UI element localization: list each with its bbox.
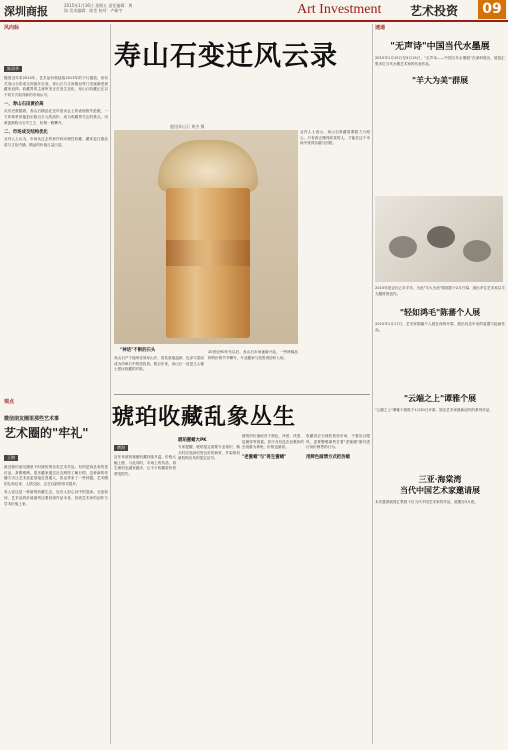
amber-col-1 [114,434,176,746]
right-headline-5b: 当代中国艺术家邀请展 [400,484,480,495]
left-sub-2: 二、市场成交结构优化 [4,130,48,136]
right-text-3: 2015年1月17日，艺术家陈蕃个人展在深圳开幕，展出其近年来的装置与绘画作品。 [375,322,505,332]
amber-text-2: 专家提醒，琥珀鉴定需要专业知识，购买时应选择信誉良好的商家，并索取权威机构出具的鉴定证书。 [178,445,240,461]
right-text-2: 2015年是农历乙未羊年，为此"羊大为美"群展将于2月开幕，展出多位艺术家以羊为题材的创作。 [375,286,505,296]
left-headline: 艺术圈的"牢礼" [4,426,89,440]
newspaper-logo: 深圳商报 [4,5,48,18]
kicker-trend: 风向标 [4,25,20,31]
goat-figure-3 [463,240,491,262]
right-column-top [375,24,505,194]
byline-tag: 陈清华 [4,66,22,72]
amber-headline: 琥珀收藏乱象丛生 [112,404,297,430]
amber-col-2 [178,434,240,746]
seal-vein-image [166,240,250,266]
divider [110,24,111,744]
main-col-2 [208,350,298,392]
amber-sub-1: 琥珀蜜蜡大PK [178,438,207,443]
kicker-view: 观点 [4,399,15,405]
amber-text-4: 收藏者应当理性看待市场，不要盲目跟风，更要警惕那些打着"老蜜蜡"旗号进行高价销售的行为。 [306,434,370,450]
main-col-1 [114,356,204,392]
photo-caption: 鹿钮寿山石 黄杰 摄 [170,124,205,129]
amber-col-4 [306,434,370,746]
right-headline-5: 三亚·海棠湾 [418,473,462,484]
amber-text-3: 琥珀的价值取决于颜色、净度、块度、包裹体等因素。其中含有昆虫包裹体的虫珀最为珍贵，价格也最高。 [242,434,304,450]
left-column-top [4,24,108,354]
goat-figure-1 [389,236,417,258]
amber-col-3 [242,434,304,746]
section-title-en: Art Investment [297,2,382,17]
page-number: 09 [478,0,506,19]
left-text-4: 最近微信朋友圈里不时流传着各类艺术作品，有的是真品有的是仿品，真假难辨。很多藏家通过社交网络了解行情，这种新的传播方式让艺术品更加接近普通人，但也带来了一些问题。艺术圈的礼尚往来、人情交际，正在以新的形式展开。 [4,465,108,486]
dateline: 2015年1月16日 星期五 责任编辑：黄海 美术编辑：陈莹 校对：卢新宇 [64,3,133,13]
kicker-express: 速递 [375,25,386,31]
right-text-4: "云端之上"谭雅个展将于1月20日开幕，展出艺术家最新创作的系列作品。 [375,408,493,413]
divider-right [372,24,373,744]
masthead [0,0,508,22]
left-text-1: 随着近年来2014年，艺术品价格延续2013年的下行通道，但有关寿山石的成交却逐年走高，寿山石与文房雅玩等门类逐渐受到藏家追捧。收藏界的主流审美正在发生变化，寿山石收藏正在以不同方式取得新的市场认可。 [4,76,108,97]
section-title-cn: 艺术投资 [410,4,459,18]
right-text-5: 本次邀请展将汇集数十位当代中国艺术家的作品，展期至3月底。 [375,499,478,504]
main-col-right [300,130,370,390]
main-text-2: 20世纪90年代以后，寿山石市场逐渐兴起，一些珍稀品种的价格节节攀升，专业藏家与投资者纷纷入场。 [208,350,298,360]
main-text-1: 寿山石产于福州北郊寿山乡，因其质地温润、色泽丰富而成为印章石中的佼佼者。数百年来，寿山石一直是文人雅士把玩收藏的对象。 [114,356,204,372]
amber-sub-2: "老蜜蜡"与"再生蜜蜡" [242,454,287,460]
goat-figure-2 [427,226,455,248]
right-column-bottom [375,286,505,746]
right-headline-3: "轻如鸿毛"陈蕃个人展 [399,307,481,318]
seal-knob-image [158,140,258,192]
amber-text-1: 近年来琥珀蜜蜡收藏持续升温，价格大幅上涨，与此同时，市场上的仿品、再生琥珀也越来越多，让不少收藏爱好者蒙受损失。 [114,455,176,476]
left-text-3: 业内人士认为，市场从过去的炒作转向理性收藏，藏家更注重品质与文化内涵，精品的价值日益凸显。 [4,137,108,147]
goat-painting [375,196,503,282]
left-text-5: 有人说这是一种新的收藏生态，也有人担心其中的泡沫。无论如何，艺术品的价值最终还要回到作品本身，回到艺术家的创作与学术价值上来。 [4,490,108,506]
byline-tag-2: 王锦 [4,455,18,461]
left-text-2: 从历史数据看，寿山石精品在近年拍卖会上的表现格外抢眼，一方印章常常能拍出数百万元的高价，成为收藏界关注的焦点。田黄更被称为石中之王，价格一路攀升。 [4,109,108,125]
right-headline-1: "无声诗"中国当代水墨展 [390,42,490,52]
seal-photo [114,130,298,344]
amber-sub-3: 用鲜色画情方式把仿蜡 [306,454,350,460]
sub-headline: 微信朋友圈里那些艺术事 [4,416,60,422]
left-sub-1: 一、寿山石田黄价高 [4,102,44,108]
main-headline: 寿山石变迁风云录 [114,41,338,72]
story-divider [114,394,370,395]
right-headline-2: "羊大为美"群展 [411,75,469,86]
pull-quote: "神话"不断的石头 [120,348,156,353]
right-headline-4: "云端之上"谭雅个展 [403,393,477,404]
main-text-3: 业内人士表示，寿山石收藏需要眼力与耐心，只有真正懂得欣赏的人，才能在这个市场中获得乐趣与回报。 [300,130,370,146]
amber-byline: 黄海 [114,445,128,451]
left-column-bottom [4,398,108,746]
right-text-1: 2015年1月15日至3月15日，"无声诗——中国当代水墨展"在深圳展出，展览汇集多位当代水墨艺术家的代表作品。 [375,56,505,66]
